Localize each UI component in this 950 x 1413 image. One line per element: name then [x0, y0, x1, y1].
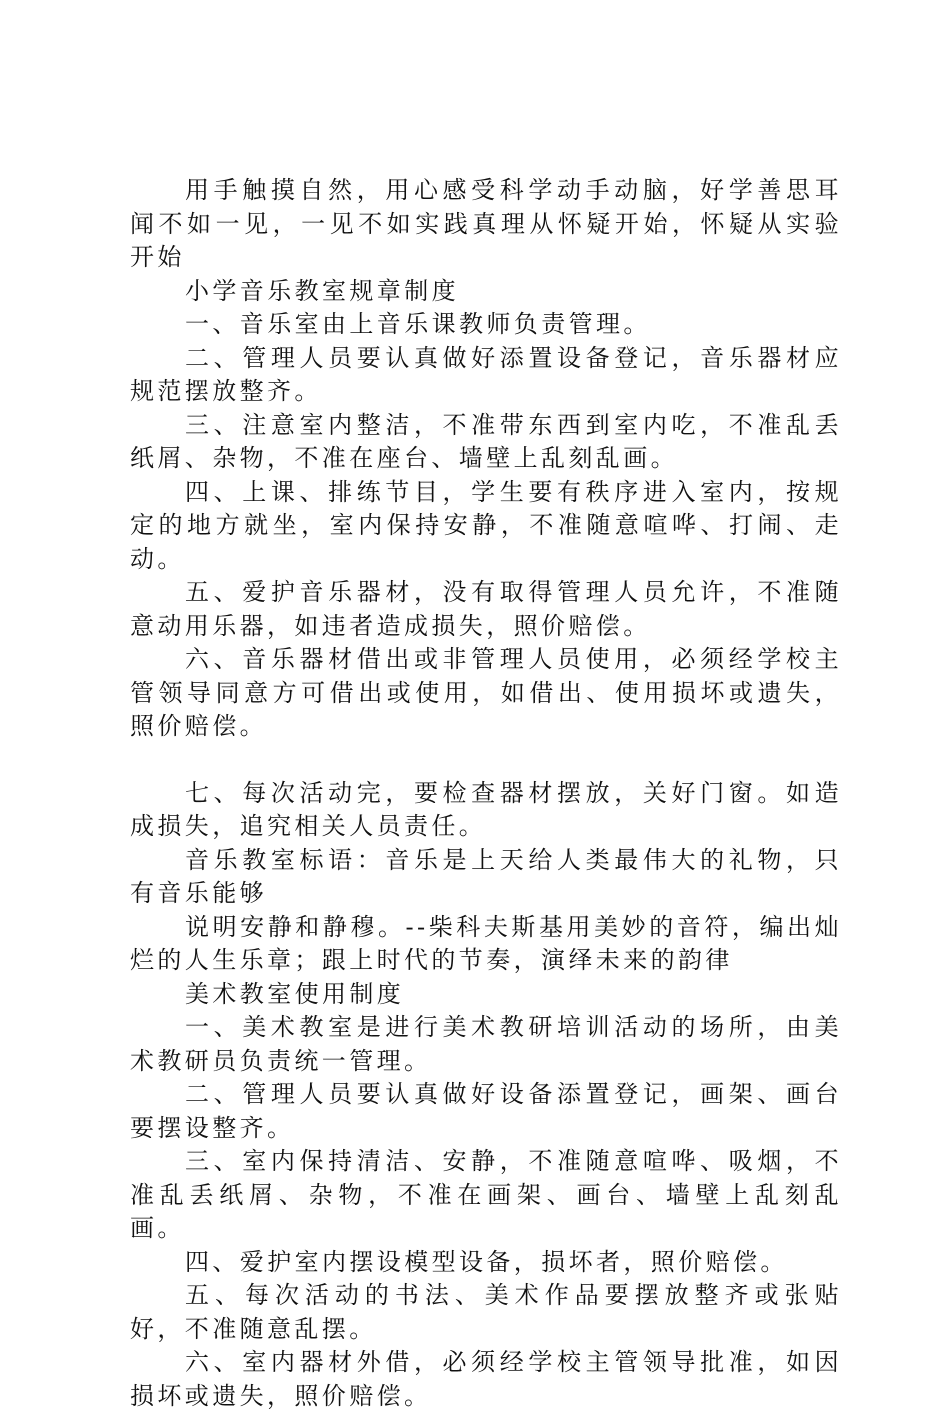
music-rule-7: 七、每次活动完，要检查器材摆放，关好门窗。如造成损失，追究相关人员责任。	[130, 778, 842, 840]
music-room-slogan-continued: 说明安静和静穆。--柴科夫斯基用美妙的音符，编出灿烂的人生乐章；跟上时代的节奏，演绎未来的韵律	[130, 912, 842, 974]
art-rule-1: 一、美术教室是进行美术教研培训活动的场所，由美术教研员负责统一管理。	[130, 1013, 842, 1075]
music-rule-6: 六、音乐器材借出或非管理人员使用，必须经学校主管领导同意方可借出或使用，如借出、使用损坏或遗失，照价赔偿。	[130, 645, 842, 740]
blank-line	[130, 744, 842, 777]
art-rule-3: 三、室内保持清洁、安静，不准随意喧哗、吸烟，不准乱丢纸屑、杂物，不准在画架、画台、墙壁上乱刻乱画。	[130, 1147, 842, 1242]
heading-art-room-rules: 美术教室使用制度	[185, 979, 405, 1008]
music-rule-3: 三、注意室内整洁，不准带东西到室内吃，不准乱丢纸屑、杂物，不准在座台、墙壁上乱刻乱画。	[130, 410, 842, 472]
paragraph-science-slogan: 用手触摸自然，用心感受科学动手动脑，好学善思耳闻不如一见，一见不如实践真理从怀疑开始，怀疑从实验开始	[130, 176, 842, 271]
art-rule-6: 六、室内器材外借，必须经学校主管领导批准，如因损坏或遗失，照价赔偿。	[130, 1348, 842, 1410]
music-room-slogan: 音乐教室标语：音乐是上天给人类最伟大的礼物，只有音乐能够	[130, 845, 842, 907]
music-rule-5: 五、爱护音乐器材，没有取得管理人员允许，不准随意动用乐器，如违者造成损失，照价赔偿。	[130, 578, 842, 640]
heading-music-room-rules: 小学音乐教室规章制度	[185, 276, 459, 305]
art-rule-4: 四、爱护室内摆设模型设备，损坏者，照价赔偿。	[185, 1247, 788, 1276]
music-rule-2: 二、管理人员要认真做好添置设备登记，音乐器材应规范摆放整齐。	[130, 343, 842, 405]
music-rule-1: 一、音乐室由上音乐课教师负责管理。	[185, 310, 651, 338]
art-rule-2: 二、管理人员要认真做好设备添置登记，画架、画台要摆设整齐。	[130, 1080, 842, 1142]
art-rule-5: 五、每次活动的书法、美术作品要摆放整齐或张贴好，不准随意乱摆。	[130, 1281, 842, 1343]
document-body	[130, 174, 842, 1413]
music-rule-4: 四、上课、排练节目，学生要有秩序进入室内，按规定的地方就坐，室内保持安静，不准随意喧哗、打闹、走动。	[130, 477, 842, 573]
